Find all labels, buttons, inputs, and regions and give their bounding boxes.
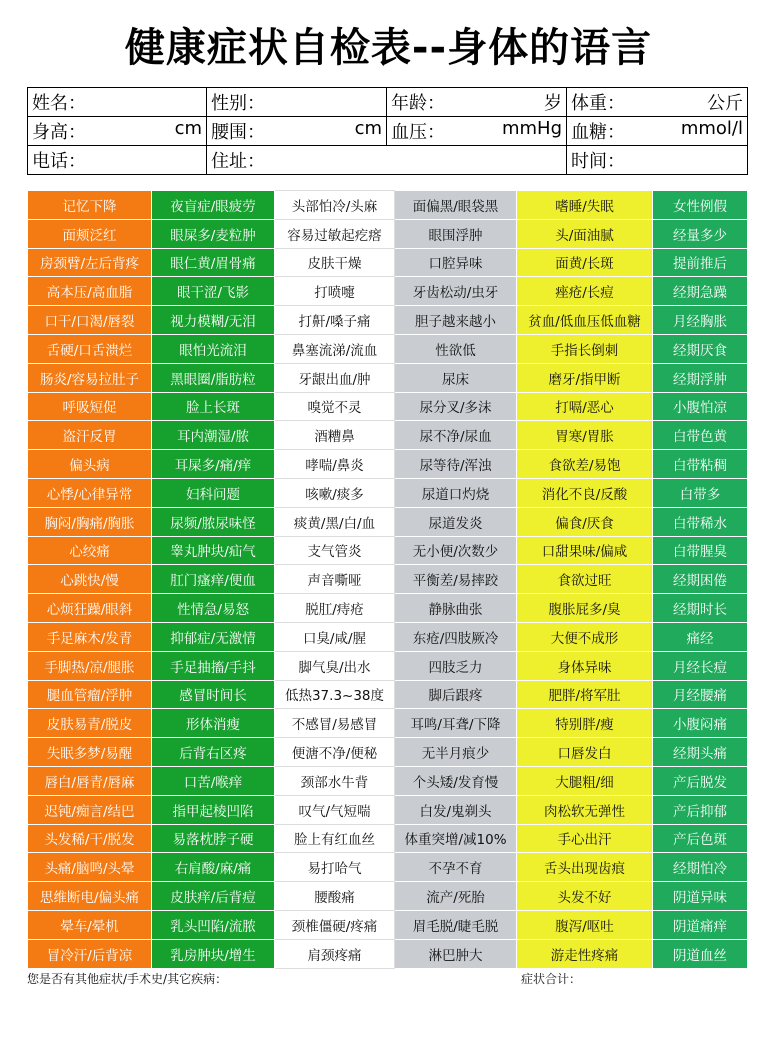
symptom-cell[interactable]: 嗅觉不灵 [275,392,395,421]
info-field-unit: mmHg [501,118,562,139]
symptom-row [28,910,748,939]
symptom-cell[interactable]: 盗汗反胃 [28,421,152,450]
symptom-cell[interactable]: 颈椎僵硬/疼痛 [275,910,395,939]
symptom-cell[interactable]: 耳鸣/耳聋/下降 [395,709,517,738]
symptom-row [28,565,748,594]
symptom-cell[interactable]: 唇白/唇青/唇麻 [28,766,152,795]
symptom-cell[interactable]: 头发不好 [517,882,653,911]
symptom-cell[interactable]: 消化不良/反酸 [517,478,653,507]
symptom-cell[interactable]: 声音嘶哑 [275,565,395,594]
symptom-row [28,882,748,911]
symptom-cell[interactable]: 经期急躁 [653,277,748,306]
symptom-cell[interactable]: 心绞痛 [28,536,152,565]
symptom-cell[interactable]: 肠炎/容易拉肚子 [28,363,152,392]
symptom-cell[interactable]: 眼干涩/飞影 [152,277,275,306]
symptom-cell[interactable]: 呼吸短促 [28,392,152,421]
address-field[interactable] [207,146,567,175]
symptom-cell[interactable]: 思维断电/偏头痛 [28,882,152,911]
symptom-cell[interactable]: 迟钝/痴言/结巴 [28,795,152,824]
symptom-cell[interactable]: 夜盲症/眼疲劳 [152,191,275,220]
symptom-cell[interactable]: 腰酸痛 [275,882,395,911]
symptom-row [28,651,748,680]
symptom-row [28,363,748,392]
symptom-cell[interactable]: 胸闷/胸痛/胸胀 [28,507,152,536]
symptom-cell[interactable]: 心烦狂躁/眼斜 [28,594,152,623]
symptom-cell[interactable]: 眼怕光流泪 [152,334,275,363]
symptom-cell[interactable]: 右肩酸/麻/痛 [152,853,275,882]
symptom-cell[interactable]: 眼仁黄/眉骨痛 [152,248,275,277]
symptom-row [28,507,748,536]
info-field-unit: 岁 [544,93,562,114]
symptom-cell[interactable]: 尿不净/尿血 [395,421,517,450]
symptom-cell[interactable]: 脚后跟疼 [395,680,517,709]
symptom-cell[interactable]: 舌头出现齿痕 [517,853,653,882]
symptom-cell[interactable]: 女性例假 [653,191,748,220]
symptom-cell[interactable]: 游走性疼痛 [517,939,653,968]
time-field-label: 时间： [571,151,625,172]
info-field[interactable] [28,88,207,117]
symptom-cell[interactable]: 手心出汗 [517,824,653,853]
symptom-cell[interactable]: 哮喘/鼻炎 [275,450,395,479]
symptom-cell[interactable]: 头发稀/干/脱发 [28,824,152,853]
symptom-cell[interactable]: 眉毛脱/睫毛脱 [395,910,517,939]
symptom-cell[interactable]: 淋巴肿大 [395,939,517,968]
info-field-unit: mmol/l [680,118,743,139]
symptom-cell[interactable]: 指甲起棱凹陷 [152,795,275,824]
symptom-cell[interactable]: 月经胸胀 [653,306,748,335]
phone-field-label: 电话： [32,151,86,172]
symptom-cell[interactable]: 后背右区疼 [152,738,275,767]
symptom-cell[interactable]: 口腔异味 [395,248,517,277]
symptom-cell[interactable]: 腹泻/呕吐 [517,910,653,939]
symptom-cell[interactable]: 尿道发炎 [395,507,517,536]
symptom-cell[interactable]: 阴道异味 [653,882,748,911]
symptom-cell[interactable]: 特别胖/瘦 [517,709,653,738]
info-field[interactable] [567,88,748,117]
symptom-row [28,680,748,709]
symptom-cell[interactable]: 产后色斑 [653,824,748,853]
symptom-cell[interactable]: 叹气/气短喘 [275,795,395,824]
symptom-cell[interactable]: 冒冷汗/后背凉 [28,939,152,968]
symptom-cell[interactable]: 阴道血丝 [653,939,748,968]
symptom-row [28,478,748,507]
symptom-cell[interactable]: 腹胀屁多/臭 [517,594,653,623]
other-conditions-label: 您是否有其他症状/手术史/其它疾病： [27,972,228,986]
symptom-cell[interactable]: 皮肤干燥 [275,248,395,277]
symptom-cell[interactable]: 房颈臂/左后背疼 [28,248,152,277]
symptom-cell[interactable]: 胃寒/胃胀 [517,421,653,450]
symptom-cell[interactable]: 脚气臭/出水 [275,651,395,680]
symptom-cell[interactable]: 口苦/喉痒 [152,766,275,795]
symptom-cell[interactable]: 头/面油腻 [517,219,653,248]
symptom-row [28,277,748,306]
symptom-cell[interactable]: 手指长倒刺 [517,334,653,363]
symptom-cell[interactable]: 形体消瘦 [152,709,275,738]
symptom-cell[interactable]: 感冒时间长 [152,680,275,709]
phone-field[interactable] [28,146,207,175]
symptom-cell[interactable]: 尿道口灼烧 [395,478,517,507]
symptom-cell[interactable]: 白带腥臭 [653,536,748,565]
personal-info-table [27,87,748,175]
info-row [28,117,748,146]
info-field-label: 体重： [571,93,625,114]
symptom-cell[interactable]: 经期困倦 [653,565,748,594]
symptom-cell[interactable]: 体重突增/减10% [395,824,517,853]
symptom-cell[interactable]: 口臭/咸/腥 [275,622,395,651]
symptom-cell[interactable]: 白带色黄 [653,421,748,450]
symptom-cell[interactable]: 无小便/次数少 [395,536,517,565]
info-field-unit: cm [354,118,382,139]
info-field-label: 身高： [32,122,86,143]
symptom-cell[interactable]: 脸上有红血丝 [275,824,395,853]
page-title: 健康症状自检表--身体的语言 [124,25,653,71]
symptom-cell[interactable]: 月经长痘 [653,651,748,680]
symptom-row [28,536,748,565]
symptom-cell[interactable]: 肩颈疼痛 [275,939,395,968]
symptom-cell[interactable]: 经期怕冷 [653,853,748,882]
symptom-cell[interactable]: 尿分叉/多沫 [395,392,517,421]
symptom-cell[interactable]: 肛门瘙痒/便血 [152,565,275,594]
symptom-row [28,450,748,479]
symptom-cell[interactable]: 肥胖/将军肚 [517,680,653,709]
symptom-cell[interactable]: 手足抽搐/手抖 [152,651,275,680]
symptom-cell[interactable]: 面黄/长斑 [517,248,653,277]
symptom-cell[interactable]: 大便不成形 [517,622,653,651]
symptom-cell[interactable]: 视力模糊/无泪 [152,306,275,335]
symptom-cell[interactable]: 便溏不净/便秘 [275,738,395,767]
symptom-row [28,824,748,853]
info-row [28,88,748,117]
symptom-cell[interactable]: 耳屎多/痛/痒 [152,450,275,479]
symptom-cell[interactable]: 食欲过旺 [517,565,653,594]
symptom-cell[interactable]: 手足麻木/发青 [28,622,152,651]
symptom-cell[interactable]: 记忆下降 [28,191,152,220]
address-field-label: 住址： [211,151,265,172]
symptom-row [28,853,748,882]
symptom-cell[interactable]: 流产/死胎 [395,882,517,911]
symptom-cell[interactable]: 尿频/脓尿味怪 [152,507,275,536]
symptom-cell[interactable]: 经期头痛 [653,738,748,767]
symptom-cell[interactable]: 不感冒/易感冒 [275,709,395,738]
symptom-cell[interactable]: 尿等待/浑浊 [395,450,517,479]
symptom-row [28,392,748,421]
symptom-cell[interactable]: 晕车/晕机 [28,910,152,939]
symptom-cell[interactable]: 面偏黑/眼袋黑 [395,191,517,220]
info-field[interactable] [207,88,387,117]
symptom-cell[interactable]: 不孕不育 [395,853,517,882]
symptom-cell[interactable]: 支气管炎 [275,536,395,565]
info-field[interactable] [387,88,567,117]
symptom-cell[interactable]: 平衡差/易摔跤 [395,565,517,594]
symptom-cell[interactable]: 心跳快/慢 [28,565,152,594]
symptom-cell[interactable]: 鼻塞流涕/流血 [275,334,395,363]
symptom-cell[interactable]: 磨牙/指甲断 [517,363,653,392]
symptom-cell[interactable]: 头痛/脑鸣/头晕 [28,853,152,882]
symptom-cell[interactable]: 失眠多梦/易醒 [28,738,152,767]
time-field[interactable] [567,146,748,175]
symptom-row [28,219,748,248]
symptom-row [28,795,748,824]
symptom-row [28,191,748,220]
symptom-cell[interactable]: 打喷嚏 [275,277,395,306]
symptom-cell[interactable]: 高本压/高血脂 [28,277,152,306]
symptom-cell[interactable]: 产后抑郁 [653,795,748,824]
symptom-row [28,306,748,335]
symptom-cell[interactable]: 牙齿松动/虫牙 [395,277,517,306]
symptom-cell[interactable]: 打鼾/嗓子痛 [275,306,395,335]
symptom-row [28,334,748,363]
info-field-label: 血压： [391,122,445,143]
symptom-row [28,622,748,651]
symptom-cell[interactable]: 无半月痕少 [395,738,517,767]
symptom-cell[interactable]: 容易过敏起疙瘩 [275,219,395,248]
symptom-cell[interactable]: 食欲差/易饱 [517,450,653,479]
info-field[interactable] [387,117,567,146]
info-row [28,146,748,175]
symptom-cell[interactable]: 阴道痛痒 [653,910,748,939]
symptom-cell[interactable]: 肉松软无弹性 [517,795,653,824]
symptom-cell[interactable]: 个头矮/发育慢 [395,766,517,795]
symptom-cell[interactable]: 白发/鬼剃头 [395,795,517,824]
symptom-row [28,248,748,277]
symptom-cell[interactable]: 尿床 [395,363,517,392]
symptom-cell[interactable]: 乳头凹陷/流脓 [152,910,275,939]
symptom-cell[interactable]: 胆子越来越小 [395,306,517,335]
symptom-cell[interactable]: 小腹闷痛 [653,709,748,738]
symptom-cell[interactable]: 贫血/低血压低血糖 [517,306,653,335]
symptom-cell[interactable]: 低热37.3~38度 [275,680,395,709]
symptom-cell[interactable]: 痰黄/黑/白/血 [275,507,395,536]
symptom-cell[interactable]: 咳嗽/痰多 [275,478,395,507]
symptom-cell[interactable]: 经量多少 [653,219,748,248]
symptom-total-label: 症状合计： [521,972,582,986]
symptom-cell[interactable]: 黑眼圈/脂肪粒 [152,363,275,392]
symptom-cell[interactable]: 月经腰痛 [653,680,748,709]
symptom-row [28,421,748,450]
symptom-cell[interactable]: 睾丸肿块/疝气 [152,536,275,565]
symptom-row [28,738,748,767]
symptom-cell[interactable]: 白带稀水 [653,507,748,536]
symptom-cell[interactable]: 颈部水牛背 [275,766,395,795]
symptom-cell[interactable]: 经期浮肿 [653,363,748,392]
symptom-cell[interactable]: 牙龈出血/肿 [275,363,395,392]
symptom-cell[interactable]: 脸上长斑 [152,392,275,421]
info-field[interactable] [28,117,207,146]
info-field-label: 姓名： [32,93,86,114]
symptom-grid [27,190,748,969]
symptom-cell[interactable]: 妇科问题 [152,478,275,507]
symptom-cell[interactable]: 痤疮/长痘 [517,277,653,306]
symptom-cell[interactable]: 大腿粗/细 [517,766,653,795]
symptom-cell[interactable]: 经期时长 [653,594,748,623]
symptom-cell[interactable]: 舌硬/口舌溃烂 [28,334,152,363]
symptom-cell[interactable]: 手脚热/凉/腿胀 [28,651,152,680]
symptom-cell[interactable]: 皮肤易青/脱皮 [28,709,152,738]
symptom-cell[interactable]: 经期厌食 [653,334,748,363]
symptom-cell[interactable]: 抑郁症/无激情 [152,622,275,651]
symptom-row [28,709,748,738]
symptom-cell[interactable]: 口甜果味/偏咸 [517,536,653,565]
symptom-cell[interactable]: 眼屎多/麦粒肿 [152,219,275,248]
symptom-cell[interactable]: 东疮/四肢厥冷 [395,622,517,651]
symptom-cell[interactable]: 静脉曲张 [395,594,517,623]
symptom-row [28,939,748,968]
symptom-cell[interactable]: 白带多 [653,478,748,507]
symptom-cell[interactable]: 白带粘稠 [653,450,748,479]
info-field-label: 血糖： [571,122,625,143]
symptom-cell[interactable]: 眼围浮肿 [395,219,517,248]
symptom-cell[interactable]: 产后脱发 [653,766,748,795]
symptom-cell[interactable]: 面颊泛红 [28,219,152,248]
symptom-cell[interactable]: 易落枕脖子硬 [152,824,275,853]
symptom-cell[interactable]: 头部怕冷/头麻 [275,191,395,220]
symptom-cell[interactable]: 偏食/厌食 [517,507,653,536]
symptom-cell[interactable]: 易打哈气 [275,853,395,882]
symptom-cell[interactable]: 乳房肿块/增生 [152,939,275,968]
info-field-label: 性别： [211,93,265,114]
symptom-cell[interactable]: 小腹怕凉 [653,392,748,421]
symptom-cell[interactable]: 身体异味 [517,651,653,680]
symptom-cell[interactable]: 酒糟鼻 [275,421,395,450]
info-field[interactable] [567,117,748,146]
symptom-row [28,594,748,623]
symptom-cell[interactable]: 耳内潮湿/脓 [152,421,275,450]
symptom-cell[interactable]: 嗜睡/失眠 [517,191,653,220]
symptom-cell[interactable]: 腿血管瘤/浮肿 [28,680,152,709]
info-field[interactable] [207,117,387,146]
info-field-label: 腰围： [211,122,265,143]
symptom-cell[interactable]: 四肢乏力 [395,651,517,680]
symptom-cell[interactable]: 心悸/心律异常 [28,478,152,507]
symptom-cell[interactable]: 性欲低 [395,334,517,363]
symptom-row [28,766,748,795]
symptom-cell[interactable]: 脱肛/痔疮 [275,594,395,623]
info-field-unit: 公斤 [707,93,743,114]
symptom-cell[interactable]: 提前推后 [653,248,748,277]
symptom-cell[interactable]: 痛经 [653,622,748,651]
info-field-unit: cm [174,118,202,139]
info-field-label: 年龄： [391,93,445,114]
symptom-cell[interactable]: 打嗝/恶心 [517,392,653,421]
symptom-cell[interactable]: 偏头病 [28,450,152,479]
symptom-cell[interactable]: 口干/口渴/唇裂 [28,306,152,335]
symptom-cell[interactable]: 性情急/易怒 [152,594,275,623]
symptom-cell[interactable]: 口唇发白 [517,738,653,767]
symptom-cell[interactable]: 皮肤痒/后背痘 [152,882,275,911]
